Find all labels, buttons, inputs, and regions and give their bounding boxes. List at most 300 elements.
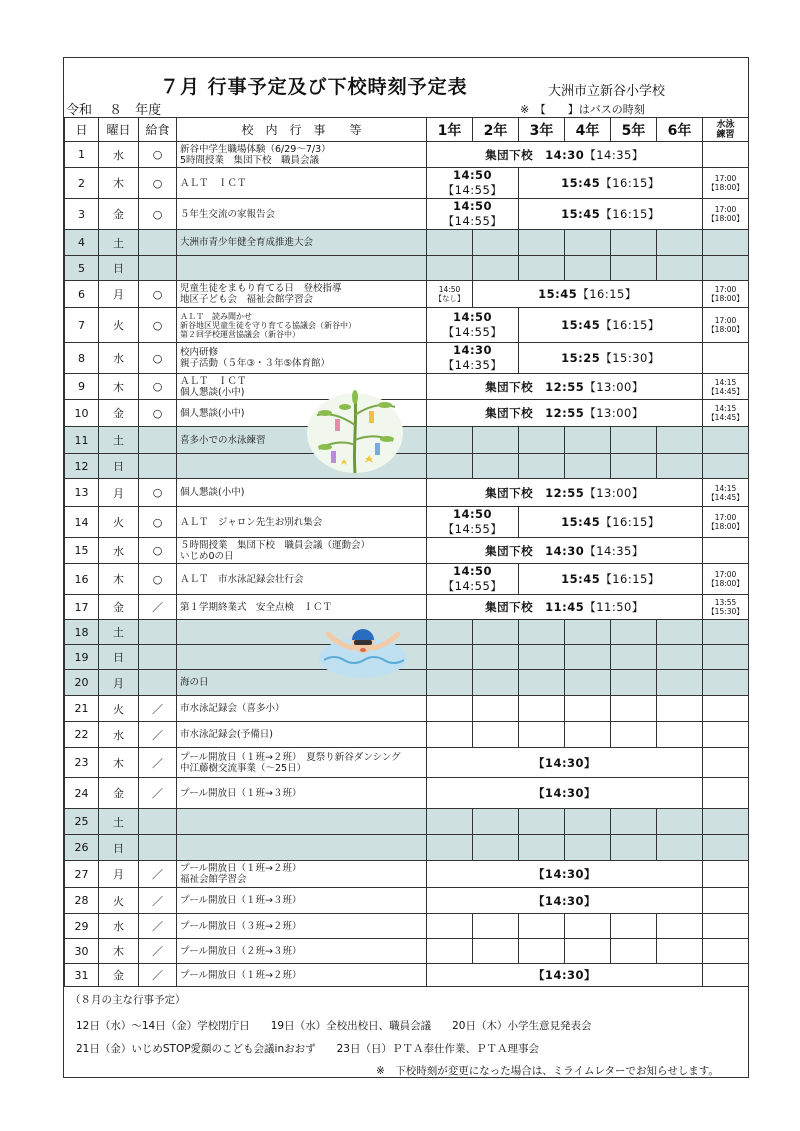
table-row [65, 888, 749, 914]
group-dismissal-cell [427, 595, 703, 620]
day-cell: 11 [65, 427, 99, 454]
weekday-cell: 月 [99, 281, 139, 308]
swim-practice-cell: 17:00 【18:00】 [703, 564, 749, 595]
events-cell: 校内研修 親子活動（５年③・３年⑤体育館） [177, 343, 427, 374]
table-row [65, 696, 749, 722]
grade-3-cell [519, 696, 565, 722]
table-row [65, 168, 749, 199]
grade-3-cell [519, 427, 565, 454]
lower-grades-dismissal-cell-time: 14:50 [452, 199, 493, 213]
header-swim-practice [703, 118, 749, 142]
grade-1-cell [427, 620, 473, 645]
day-cell: 30 [65, 939, 99, 964]
events-cell: プール開放日（１班→２班） 夏祭り新谷ダンシング 中江藤樹交流事業（〜25日） [177, 748, 427, 778]
lower-grades-dismissal-cell [427, 199, 519, 230]
events-cell: プール開放日（３班→２班） [177, 914, 427, 939]
upper-grades-dismissal-cell [519, 168, 703, 199]
grade-3-cell [519, 645, 565, 670]
grade-5-cell [611, 914, 657, 939]
events-cell: ＡＬＴ 読み聞かせ 新谷地区児童生徒を守り育てる協議会（新谷中） 第２回学校運営協議会（新谷中） [177, 308, 427, 343]
grade-5-cell [611, 230, 657, 256]
group-dismissal-cell-time: 集団下校 12:55 [485, 485, 585, 500]
grade-2-cell [473, 620, 519, 645]
upper-grades-dismissal-cell-bus-time: 【16:15】 [600, 176, 660, 190]
group-dismissal-cell-bus-time: 【14:35】 [584, 147, 644, 162]
day-cell: 15 [65, 538, 99, 564]
day-cell: 6 [65, 281, 99, 308]
schedule-body [65, 142, 749, 987]
tanabata-bamboo-illustration [305, 385, 405, 475]
table-row [65, 564, 749, 595]
day-cell: 5 [65, 256, 99, 281]
swim-practice-cell: 17:00 【18:00】 [703, 281, 749, 308]
day-cell: 9 [65, 374, 99, 400]
upper-grades-dismissal-cell-bus-time: 【16:15】 [600, 207, 660, 221]
day-cell: 7 [65, 308, 99, 343]
grade-6-cell [657, 696, 703, 722]
grades-2-6-dismissal-cell-time: 15:45 [538, 287, 578, 301]
grade-1-cell [427, 670, 473, 696]
grade-6-cell [657, 256, 703, 281]
grade-2-cell [473, 722, 519, 748]
weekday-cell: 木 [99, 748, 139, 778]
day-cell: 29 [65, 914, 99, 939]
upper-grades-dismissal-cell-bus-time: 【16:15】 [600, 318, 660, 332]
header-day: 日 [65, 118, 99, 142]
swim-practice-cell [703, 748, 749, 778]
day-cell: 8 [65, 343, 99, 374]
lunch-cell: ○ [139, 374, 177, 400]
group-dismissal-cell [427, 538, 703, 564]
weekday-cell: 水 [99, 722, 139, 748]
upper-grades-dismissal-cell [519, 343, 703, 374]
table-row [65, 308, 749, 343]
lunch-cell [139, 454, 177, 479]
header-grade-1: 1年 [427, 118, 473, 142]
weekday-cell: 水 [99, 142, 139, 168]
grade-3-cell [519, 670, 565, 696]
bus-note: ※ 【 】はバスの時刻 [520, 103, 645, 116]
upper-grades-dismissal-cell-time: 15:45 [561, 207, 601, 221]
events-cell: ＡＬＴ 市水泳記録会壮行会 [177, 564, 427, 595]
day-cell: 21 [65, 696, 99, 722]
lunch-cell [139, 230, 177, 256]
august-heading: （８月の主な行事予定） [70, 994, 186, 1006]
lower-grades-dismissal-cell [427, 168, 519, 199]
weekday-cell: 月 [99, 479, 139, 507]
swim-practice-cell: 14:15 【14:45】 [703, 374, 749, 400]
grade-2-cell [473, 670, 519, 696]
grade-2-cell [473, 256, 519, 281]
lower-grades-dismissal-cell-time: 14:50 [452, 507, 493, 521]
weekday-cell: 日 [99, 454, 139, 479]
lower-grades-dismissal-cell [427, 343, 519, 374]
swim-practice-cell [703, 427, 749, 454]
day-cell: 22 [65, 722, 99, 748]
weekday-cell: 水 [99, 914, 139, 939]
weekday-cell: 木 [99, 939, 139, 964]
events-cell: プール開放日（１班→３班） [177, 778, 427, 809]
grade-5-cell [611, 809, 657, 835]
events-cell: 大洲市青少年健全育成推進大会 [177, 230, 427, 256]
grade-3-cell [519, 939, 565, 964]
weekday-cell: 火 [99, 696, 139, 722]
grade-5-cell [611, 835, 657, 861]
school-name: 大洲市立新谷小学校 [548, 84, 666, 99]
lunch-cell: ○ [139, 400, 177, 427]
weekday-cell: 金 [99, 964, 139, 987]
weekday-cell: 土 [99, 620, 139, 645]
grade-4-cell [565, 722, 611, 748]
grade-4-cell [565, 427, 611, 454]
table-row [65, 835, 749, 861]
lunch-cell: ○ [139, 168, 177, 199]
upper-grades-dismissal-cell-bus-time: 【15:30】 [600, 351, 660, 365]
swim-practice-cell [703, 861, 749, 888]
group-dismissal-cell-bus-time: 【14:35】 [584, 543, 644, 558]
weekday-cell: 金 [99, 778, 139, 809]
lunch-cell: ○ [139, 507, 177, 538]
lower-grades-dismissal-cell-bus-time: 【14:55】 [442, 183, 503, 197]
events-cell [177, 256, 427, 281]
events-cell [177, 809, 427, 835]
lunch-cell: ／ [139, 914, 177, 939]
group-dismissal-cell [427, 142, 703, 168]
swim-practice-cell: 14:15 【14:45】 [703, 479, 749, 507]
group-dismissal-cell [427, 479, 703, 507]
grade-1-cell [427, 809, 473, 835]
table-row [65, 939, 749, 964]
day-cell: 4 [65, 230, 99, 256]
lunch-cell: ○ [139, 308, 177, 343]
swim-practice-cell [703, 835, 749, 861]
grades-2-6-dismissal-cell [473, 281, 703, 308]
events-cell: 第１学期終業式 安全点検 ＩＣＴ [177, 595, 427, 620]
events-cell: 個人懇談(小中) [177, 479, 427, 507]
pool-time-cell: 【14:30】 [427, 888, 703, 914]
grade-2-cell [473, 696, 519, 722]
grade-6-cell [657, 809, 703, 835]
grade-1-cell [427, 939, 473, 964]
upper-grades-dismissal-cell [519, 564, 703, 595]
header-grade-3: 3年 [519, 118, 565, 142]
weekday-cell: 月 [99, 861, 139, 888]
weekday-cell: 土 [99, 230, 139, 256]
events-cell: 児童生徒をまもり育てる日 登校指導 地区子ども会 福祉会館学習会 [177, 281, 427, 308]
table-row [65, 538, 749, 564]
lunch-cell [139, 645, 177, 670]
day-cell: 28 [65, 888, 99, 914]
table-row [65, 722, 749, 748]
lunch-cell: ／ [139, 964, 177, 987]
day-cell: 19 [65, 645, 99, 670]
swim-practice-cell [703, 696, 749, 722]
day-cell: 12 [65, 454, 99, 479]
events-cell: プール開放日（２班→３班） [177, 939, 427, 964]
swim-practice-cell: 14:15 【14:45】 [703, 400, 749, 427]
table-row [65, 281, 749, 308]
group-dismissal-cell [427, 374, 703, 400]
lunch-cell: ○ [139, 343, 177, 374]
page-title: ７月 行事予定及び下校時刻予定表 [160, 76, 468, 98]
grade-3-cell [519, 454, 565, 479]
header-grade-2: 2年 [473, 118, 519, 142]
grade-5-cell [611, 645, 657, 670]
lower-grades-dismissal-cell [427, 308, 519, 343]
grade-3-cell [519, 230, 565, 256]
weekday-cell: 月 [99, 670, 139, 696]
lunch-cell: ／ [139, 888, 177, 914]
header-grade-6: 6年 [657, 118, 703, 142]
weekday-cell: 土 [99, 427, 139, 454]
grade-2-cell [473, 809, 519, 835]
lunch-cell: ／ [139, 939, 177, 964]
grades-2-6-dismissal-cell-bus-time: 【16:15】 [577, 287, 637, 301]
weekday-cell: 土 [99, 809, 139, 835]
grade-4-cell [565, 230, 611, 256]
grade-6-cell [657, 427, 703, 454]
lunch-cell: ／ [139, 748, 177, 778]
events-cell [177, 835, 427, 861]
upper-grades-dismissal-cell-time: 15:45 [561, 515, 601, 529]
grade-1-cell [427, 256, 473, 281]
swim-practice-cell: 17:00 【18:00】 [703, 168, 749, 199]
group-dismissal-cell-bus-time: 【13:00】 [584, 406, 644, 420]
header-lunch: 給食 [139, 118, 177, 142]
swim-practice-cell [703, 809, 749, 835]
table-row [65, 479, 749, 507]
events-cell: 新谷中学生職場体験（6/29〜7/3） 5時間授業 集団下校 職員会議 [177, 142, 427, 168]
grade-4-cell [565, 454, 611, 479]
events-cell: ＡＬＴ ＩＣＴ [177, 168, 427, 199]
grade-3-cell [519, 914, 565, 939]
day-cell: 31 [65, 964, 99, 987]
grade-1-cell [427, 835, 473, 861]
swim-practice-cell [703, 964, 749, 987]
events-cell: 市水泳記録会（喜多小） [177, 696, 427, 722]
grade-5-cell [611, 722, 657, 748]
day-cell: 17 [65, 595, 99, 620]
events-cell: 海の日 [177, 670, 427, 696]
grade-5-cell [611, 454, 657, 479]
lower-grades-dismissal-cell-time: 14:50 [452, 168, 493, 182]
swim-practice-cell [703, 722, 749, 748]
lower-grades-dismissal-cell-time: 14:50 [452, 564, 493, 578]
day-cell: 2 [65, 168, 99, 199]
weekday-cell: 水 [99, 343, 139, 374]
lower-grades-dismissal-cell [427, 564, 519, 595]
lunch-cell [139, 427, 177, 454]
grade-6-cell [657, 620, 703, 645]
day-cell: 14 [65, 507, 99, 538]
grade-4-cell [565, 696, 611, 722]
upper-grades-dismissal-cell-time: 15:45 [561, 318, 601, 332]
events-cell: 喜多小での水泳練習 [177, 427, 427, 454]
grade-6-cell [657, 670, 703, 696]
upper-grades-dismissal-cell-time: 15:45 [561, 176, 601, 190]
lunch-cell: ／ [139, 722, 177, 748]
august-events-line-1: 12日（水）〜14日（金）学校閉庁日 19日（水）全校出校日、職員会議 20日（木）小学生意見発表会 [76, 1020, 592, 1032]
lunch-cell: ○ [139, 538, 177, 564]
grade-2-cell [473, 230, 519, 256]
table-row [65, 454, 749, 479]
grade-3-cell [519, 256, 565, 281]
grade-4-cell [565, 645, 611, 670]
pool-time-cell: 【14:30】 [427, 748, 703, 778]
grade-3-cell [519, 835, 565, 861]
swim-practice-cell [703, 230, 749, 256]
grade-6-cell [657, 645, 703, 670]
header-grade-4: 4年 [565, 118, 611, 142]
weekday-cell: 木 [99, 374, 139, 400]
lunch-cell: ○ [139, 479, 177, 507]
grade-5-cell [611, 670, 657, 696]
weekday-cell: 金 [99, 199, 139, 230]
lunch-cell [139, 835, 177, 861]
grade-5-cell [611, 620, 657, 645]
grade-4-cell [565, 914, 611, 939]
grade-4-cell [565, 620, 611, 645]
lunch-cell: ○ [139, 199, 177, 230]
swim-practice-cell [703, 778, 749, 809]
lunch-cell: ○ [139, 564, 177, 595]
grade-1-cell [427, 427, 473, 454]
grade-4-cell [565, 939, 611, 964]
grade-5-cell [611, 939, 657, 964]
day-cell: 26 [65, 835, 99, 861]
pool-time-cell: 【14:30】 [427, 861, 703, 888]
day-cell: 1 [65, 142, 99, 168]
weekday-cell: 日 [99, 835, 139, 861]
lunch-cell: ／ [139, 861, 177, 888]
grade-1-cell [427, 722, 473, 748]
weekday-cell: 金 [99, 400, 139, 427]
weekday-cell: 木 [99, 168, 139, 199]
pool-time-cell: 【14:30】 [427, 778, 703, 809]
day-cell: 13 [65, 479, 99, 507]
table-row [65, 400, 749, 427]
pool-time-cell: 【14:30】 [427, 964, 703, 987]
weekday-cell: 木 [99, 564, 139, 595]
grade-2-cell [473, 454, 519, 479]
header-swim-label: 水泳 練習 [716, 119, 735, 140]
swim-practice-cell [703, 939, 749, 964]
weekday-cell: 日 [99, 256, 139, 281]
grade-6-cell [657, 230, 703, 256]
grade-1-cell [427, 696, 473, 722]
upper-grades-dismissal-cell-time: 15:25 [561, 351, 601, 365]
events-cell: ５時間授業 集団下校 職員会議（運動会） いじめ0の日 [177, 538, 427, 564]
group-dismissal-cell-bus-time: 【11:50】 [584, 600, 644, 614]
grade-3-cell [519, 809, 565, 835]
table-row [65, 230, 749, 256]
lunch-cell [139, 670, 177, 696]
weekday-cell: 火 [99, 507, 139, 538]
table-row [65, 374, 749, 400]
lower-grades-dismissal-cell-bus-time: 【14:55】 [442, 579, 503, 593]
table-row [65, 427, 749, 454]
table-row [65, 964, 749, 987]
table-row [65, 256, 749, 281]
table-row [65, 595, 749, 620]
upper-grades-dismissal-cell-bus-time: 【16:15】 [600, 572, 660, 586]
grade-2-cell [473, 835, 519, 861]
header-events: 校 内 行 事 等 [177, 118, 427, 142]
group-dismissal-cell-time: 集団下校 14:30 [485, 147, 585, 162]
events-cell: ＡＬＴ ジャロン先生お別れ集会 [177, 507, 427, 538]
lunch-cell [139, 809, 177, 835]
swim-practice-cell: 13:55 【15:30】 [703, 595, 749, 620]
lunch-cell [139, 620, 177, 645]
lunch-cell: ／ [139, 696, 177, 722]
events-cell: ＡＬＴ ＩＣＴ 個人懇談(小中) [177, 374, 427, 400]
day-cell: 16 [65, 564, 99, 595]
group-dismissal-cell-time: 集団下校 12:55 [485, 379, 585, 394]
weekday-cell: 金 [99, 595, 139, 620]
upper-grades-dismissal-cell [519, 308, 703, 343]
swim-practice-cell [703, 888, 749, 914]
swim-practice-cell [703, 645, 749, 670]
swim-practice-cell [703, 620, 749, 645]
lower-grades-dismissal-cell-bus-time: 【14:35】 [442, 358, 503, 372]
lower-grades-dismissal-cell [427, 507, 519, 538]
upper-grades-dismissal-cell [519, 507, 703, 538]
swim-practice-cell: 17:00 【18:00】 [703, 507, 749, 538]
swim-practice-cell [703, 670, 749, 696]
day-cell: 27 [65, 861, 99, 888]
day-cell: 24 [65, 778, 99, 809]
swim-practice-cell: 17:00 【18:00】 [703, 308, 749, 343]
swim-practice-cell [703, 538, 749, 564]
header-grade-5: 5年 [611, 118, 657, 142]
grade-1-dismissal-cell: 14:50 【なし】 [427, 281, 473, 308]
table-row [65, 199, 749, 230]
lower-grades-dismissal-cell-time: 14:50 [452, 310, 493, 324]
grade-5-cell [611, 696, 657, 722]
schedule-table [64, 117, 749, 987]
events-cell: プール開放日（１班→３班） [177, 888, 427, 914]
weekday-cell: 日 [99, 645, 139, 670]
weekday-cell: 水 [99, 538, 139, 564]
grade-6-cell [657, 722, 703, 748]
lunch-cell: ／ [139, 595, 177, 620]
swim-practice-cell [703, 142, 749, 168]
header-weekday: 曜日 [99, 118, 139, 142]
events-cell: プール開放日（１班→２班） 福祉会館学習会 [177, 861, 427, 888]
table-header-row [65, 118, 749, 142]
weekday-cell: 火 [99, 888, 139, 914]
grade-6-cell [657, 454, 703, 479]
swimmer-illustration [318, 620, 408, 680]
lunch-cell: ○ [139, 142, 177, 168]
fiscal-year: 令和 ８ 年度 [66, 103, 162, 118]
day-cell: 18 [65, 620, 99, 645]
grade-5-cell [611, 256, 657, 281]
group-dismissal-cell-bus-time: 【13:00】 [584, 379, 644, 394]
dismissal-change-note: ※ 下校時刻が変更になった場合は、ミライムレターでお知らせします。 [376, 1065, 719, 1077]
grade-4-cell [565, 835, 611, 861]
day-cell: 20 [65, 670, 99, 696]
table-row [65, 809, 749, 835]
group-dismissal-cell-time: 集団下校 11:45 [485, 600, 585, 614]
upper-grades-dismissal-cell [519, 199, 703, 230]
grade-4-cell [565, 670, 611, 696]
grade-2-cell [473, 427, 519, 454]
group-dismissal-cell-bus-time: 【13:00】 [584, 485, 644, 500]
group-dismissal-cell [427, 400, 703, 427]
grade-6-cell [657, 914, 703, 939]
swim-practice-cell [703, 343, 749, 374]
